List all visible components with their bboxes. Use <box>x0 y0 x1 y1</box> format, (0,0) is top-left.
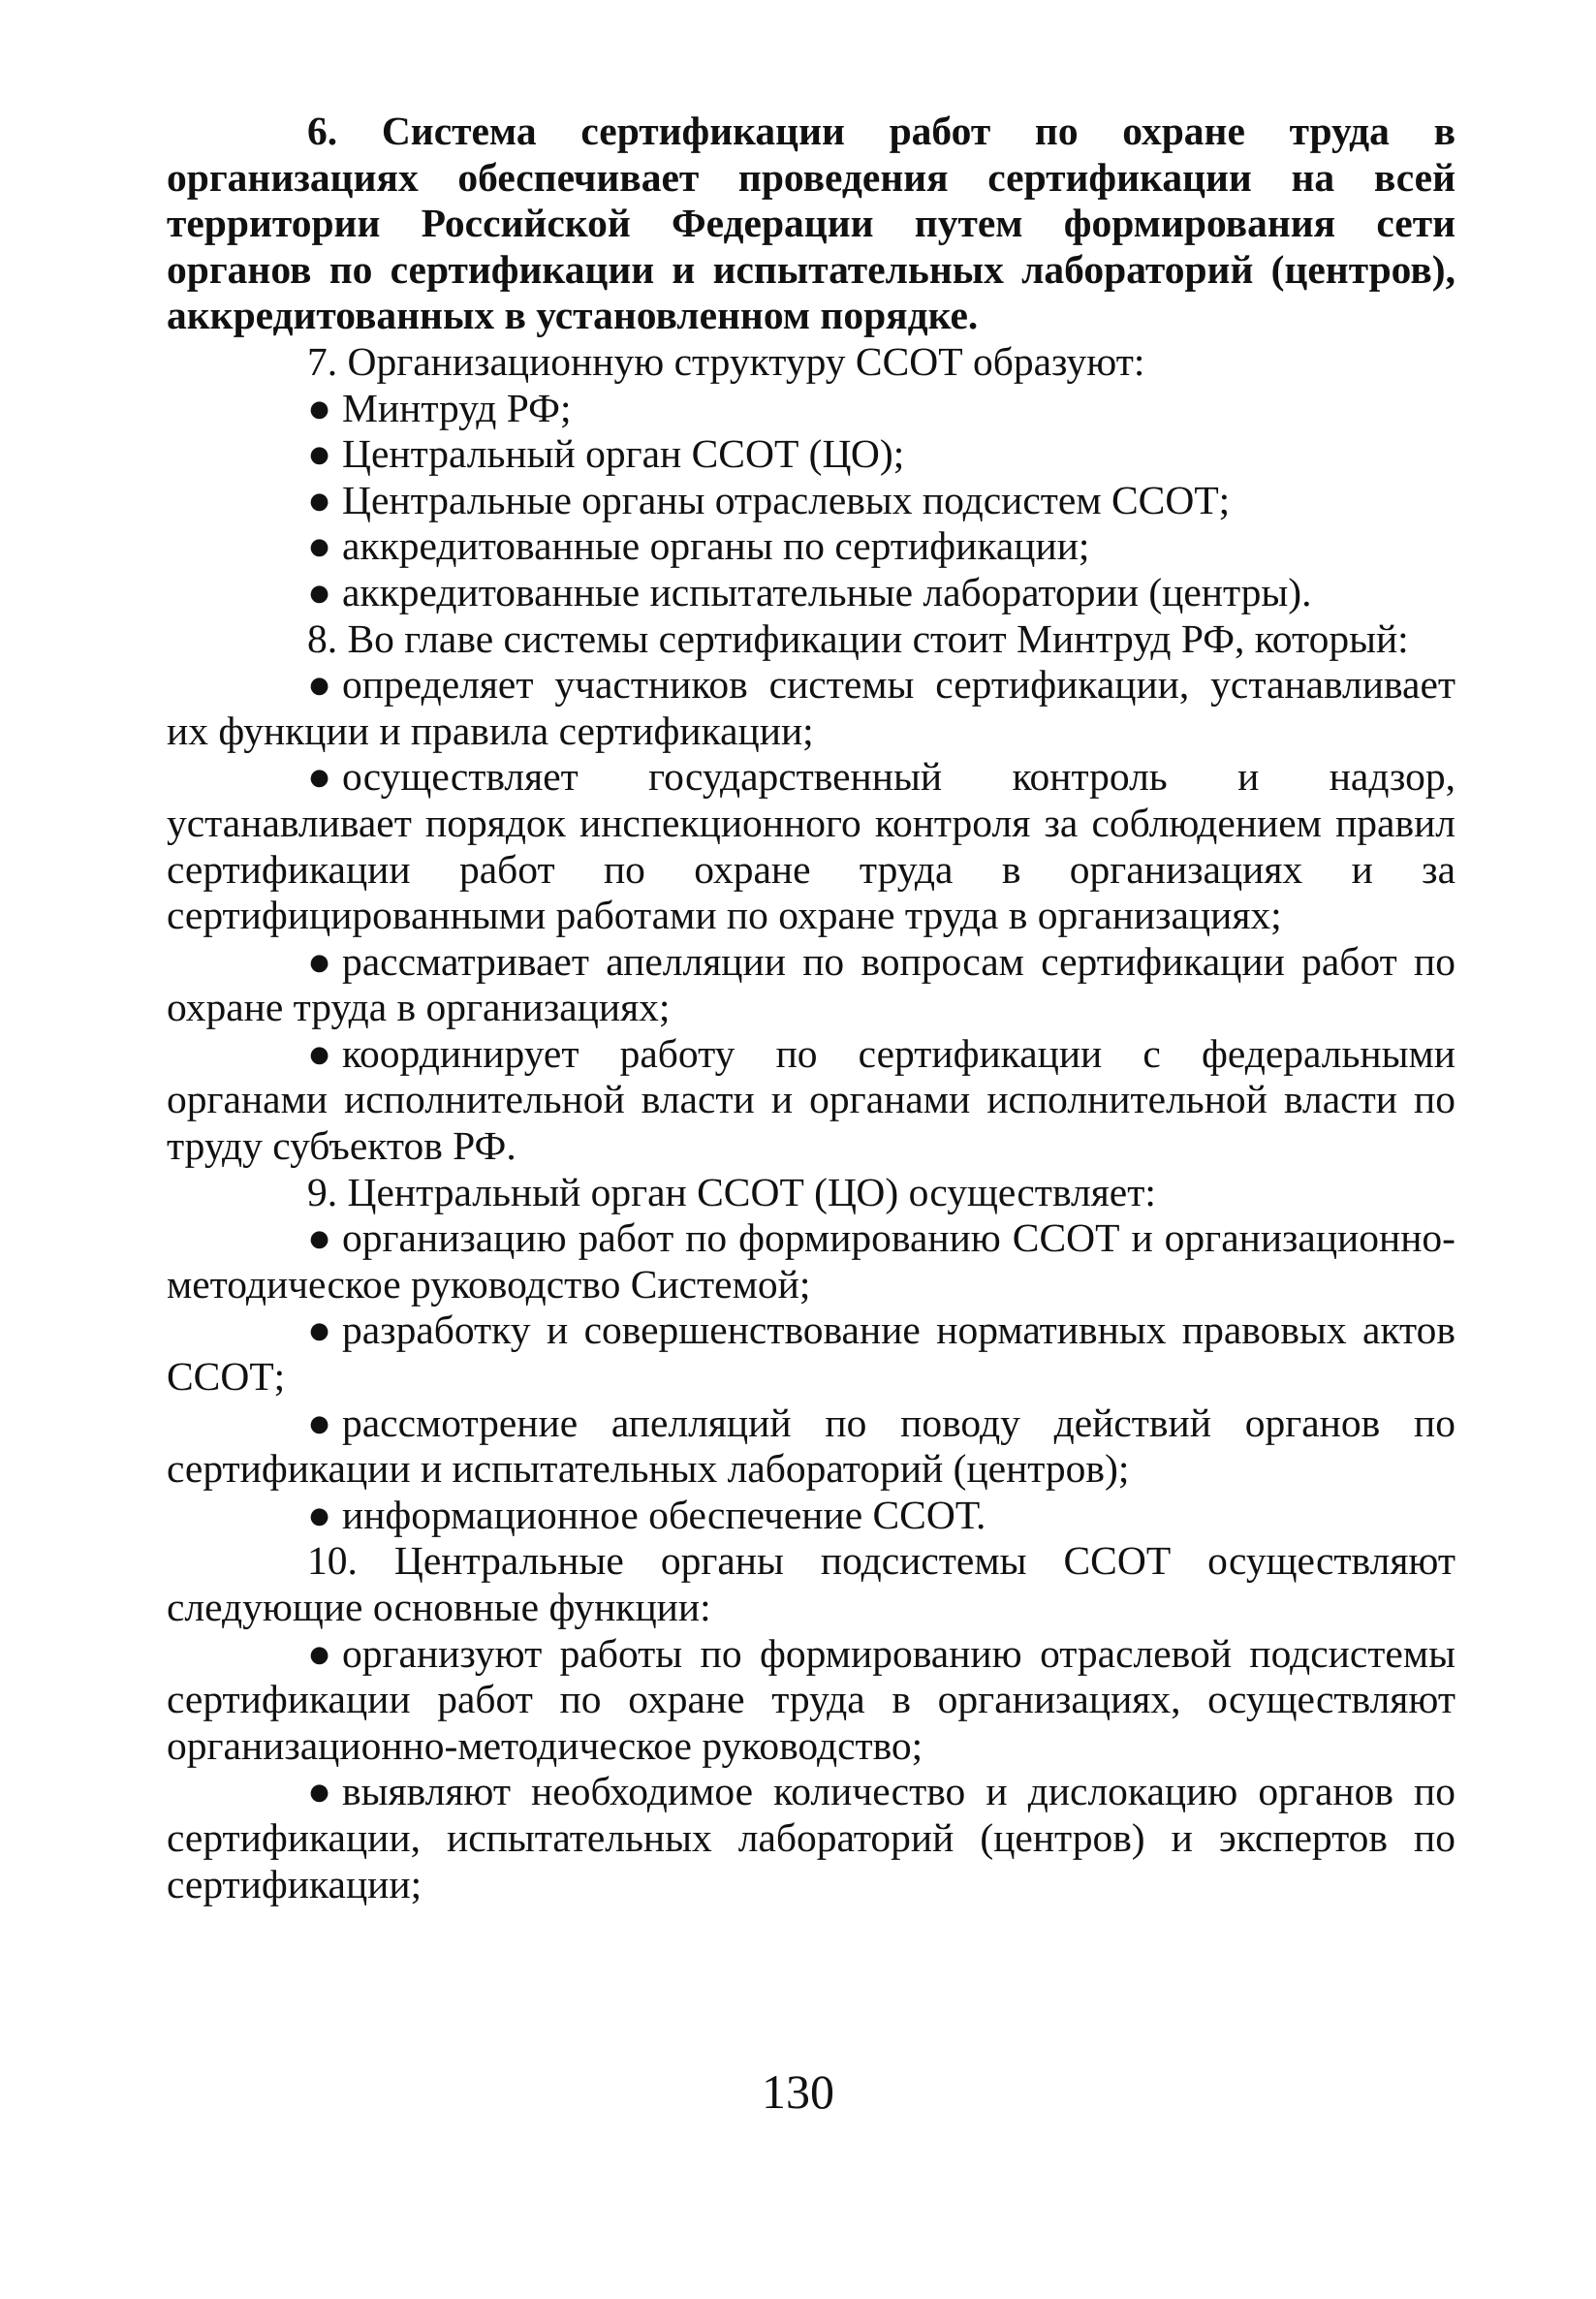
bullet-icon: ● <box>307 662 332 708</box>
paragraph-7: 7. Организационную структуру ССОТ образуют: <box>307 338 1145 384</box>
list-item-text: рассматривает апелляции по вопросам сертификации работ по охране труда в организациях; <box>167 938 1455 1030</box>
list-item-text: координирует работу по сертификации с федеральными органами исполнительной власти и органами исполнительной власти по труду субъектов РФ. <box>167 1030 1455 1169</box>
list-item-text: Минтруд РФ; <box>342 385 572 430</box>
list-7 <box>167 386 1455 616</box>
list-item <box>167 570 1455 616</box>
list-item <box>167 431 1455 478</box>
list-8 <box>167 662 1455 1170</box>
list-item-text: Центральный орган ССОТ (ЦО); <box>342 431 905 477</box>
bullet-icon: ● <box>307 569 332 614</box>
bullet-icon: ● <box>307 754 332 800</box>
list-item-text: информационное обеспечение ССОТ. <box>342 1492 986 1537</box>
list-item <box>167 478 1455 524</box>
list-item <box>167 1401 1455 1493</box>
paragraph-9: 9. Центральный орган ССОТ (ЦО) осуществляет: <box>307 1169 1156 1214</box>
bullet-icon: ● <box>307 1492 332 1537</box>
list-item-text: Центральные органы отраслевых подсистем ССОТ; <box>342 477 1231 522</box>
list-item <box>167 662 1455 754</box>
list-item-text: организацию работ по формированию ССОТ и организационно-методическое руководство Системой; <box>167 1215 1455 1307</box>
bullet-icon: ● <box>307 1215 332 1261</box>
list-item <box>167 1631 1455 1770</box>
list-9 <box>167 1215 1455 1538</box>
bullet-icon: ● <box>307 431 332 477</box>
document-page <box>167 109 1455 1907</box>
list-item-text: аккредитованные органы по сертификации; <box>342 523 1090 569</box>
bullet-icon: ● <box>307 385 332 430</box>
bullet-icon: ● <box>307 1769 332 1814</box>
list-item <box>167 386 1455 432</box>
page-number: 130 <box>762 2064 834 2119</box>
list-item <box>167 1769 1455 1907</box>
bullet-icon: ● <box>307 1630 332 1676</box>
list-item <box>167 1215 1455 1307</box>
list-item-text: осуществляет государственный контроль и надзор, устанавливает порядок инспекционного контроля за соблюдением правил сертификации работ по охране труда в организациях и за сертифицированными работами по охране труда в организациях; <box>167 754 1455 938</box>
list-10 <box>167 1631 1455 1908</box>
list-item-text: выявляют необходимое количество и дислокацию органов по сертификации, испытательных лабораторий (центров) и экспертов по сертификации; <box>167 1769 1455 1906</box>
paragraph-8: 8. Во главе системы сертификации стоит Минтруд РФ, который: <box>307 615 1409 661</box>
list-item <box>167 754 1455 938</box>
list-item <box>167 523 1455 570</box>
paragraph-6: 6. Система сертификации работ по охране труда в организациях обеспечивает проведения сертификации на всей территории Российской Федерации путем формирования сети органов по сертификации и испытательных лабораторий (центров), аккредитованных в установленном порядке. <box>167 109 1455 338</box>
bullet-icon: ● <box>307 523 332 569</box>
paragraph-10: 10. Центральные органы подсистемы ССОТ осуществляют следующие основные функции: <box>167 1538 1455 1629</box>
list-item-text: рассмотрение апелляций по поводу действий органов по сертификации и испытательных лабораторий (центров); <box>167 1400 1455 1492</box>
list-item <box>167 1307 1455 1400</box>
bullet-icon: ● <box>307 1400 332 1445</box>
bullet-icon: ● <box>307 1030 332 1076</box>
list-item-text: аккредитованные испытательные лаборатории (центры). <box>342 569 1312 614</box>
bullet-icon: ● <box>307 477 332 522</box>
list-item-text: разработку и совершенствование нормативных правовых актов ССОТ; <box>167 1307 1455 1400</box>
bullet-icon: ● <box>307 1307 332 1353</box>
list-item-text: определяет участников системы сертификации, устанавливает их функции и правила сертификации; <box>167 662 1455 753</box>
list-item-text: организуют работы по формированию отраслевой подсистемы сертификации работ по охране труда в организациях, осуществляют организационно-методическое руководство; <box>167 1630 1455 1768</box>
list-item <box>167 939 1455 1031</box>
list-item <box>167 1493 1455 1539</box>
list-item <box>167 1031 1455 1170</box>
bullet-icon: ● <box>307 938 332 984</box>
